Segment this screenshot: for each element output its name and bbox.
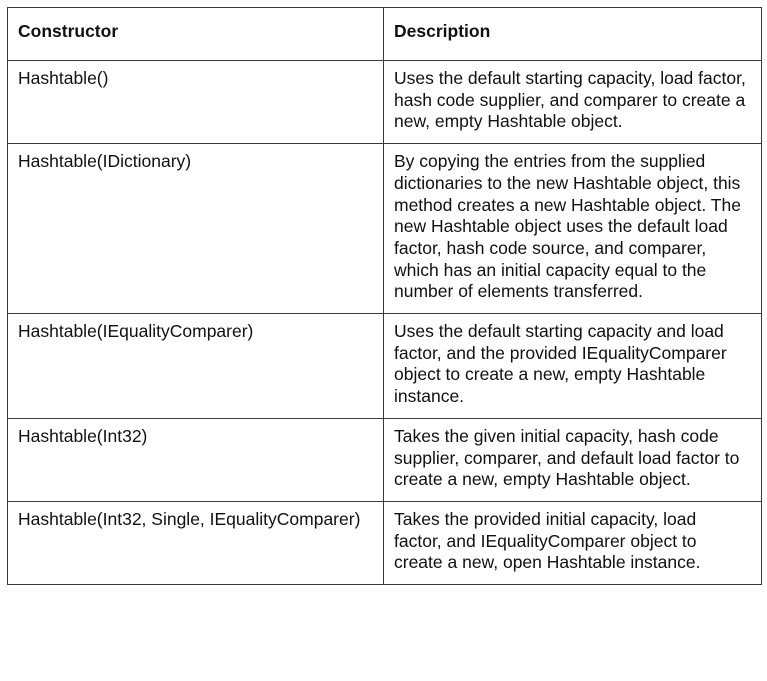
table-body <box>8 61 762 585</box>
constructor-cell: Hashtable(IDictionary) <box>8 144 384 314</box>
header-description: Description <box>384 8 762 61</box>
description-cell: By copying the entries from the supplied dictionaries to the new Hashtable object, this method creates a new Hashtable object. The new Hashtable object uses the default load factor, hash code source, and comparer, which has an initial capacity equal to the number of elements transferred. <box>384 144 762 314</box>
header-constructor: Constructor <box>8 8 384 61</box>
constructor-cell: Hashtable() <box>8 61 384 144</box>
table-row <box>8 61 762 144</box>
constructors-table <box>7 7 762 585</box>
table-header <box>8 8 762 61</box>
description-cell: Takes the given initial capacity, hash code supplier, comparer, and default load factor to create a new, empty Hashtable object. <box>384 418 762 501</box>
constructor-cell: Hashtable(IEqualityComparer) <box>8 314 384 419</box>
table-row <box>8 418 762 501</box>
constructor-cell: Hashtable(Int32, Single, IEqualityComparer) <box>8 501 384 584</box>
header-row <box>8 8 762 61</box>
description-cell: Uses the default starting capacity, load factor, hash code supplier, and comparer to create a new, empty Hashtable object. <box>384 61 762 144</box>
description-cell: Uses the default starting capacity and load factor, and the provided IEqualityComparer object to create a new, empty Hashtable instance. <box>384 314 762 419</box>
constructor-cell: Hashtable(Int32) <box>8 418 384 501</box>
table-row <box>8 501 762 584</box>
table-row <box>8 314 762 419</box>
table-row <box>8 144 762 314</box>
description-cell: Takes the provided initial capacity, load factor, and IEqualityComparer object to create a new, open Hashtable instance. <box>384 501 762 584</box>
